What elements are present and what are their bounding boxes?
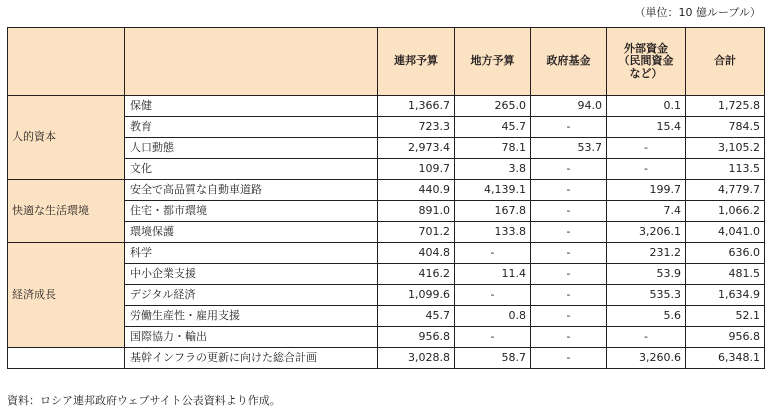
cell-federal: 404.8 xyxy=(378,243,455,264)
item-label: 労働生産性・雇用支援 xyxy=(125,306,378,327)
cell-regional: 167.8 xyxy=(455,201,531,222)
cell-gov-fund: - xyxy=(531,285,607,306)
item-label: 住宅・都市環境 xyxy=(125,201,378,222)
cell-federal: 2,973.4 xyxy=(378,138,455,159)
cell-federal: 440.9 xyxy=(378,180,455,201)
table-row xyxy=(8,96,765,117)
cell-gov-fund: - xyxy=(531,348,607,369)
cell-federal: 109.7 xyxy=(378,159,455,180)
cell-total: 1,634.9 xyxy=(686,285,765,306)
header-regional: 地方予算 xyxy=(455,28,531,96)
cell-total: 1,066.2 xyxy=(686,201,765,222)
cell-external: 231.2 xyxy=(607,243,686,264)
cell-regional: 11.4 xyxy=(455,264,531,285)
item-label: 教育 xyxy=(125,117,378,138)
cell-external: 3,206.1 xyxy=(607,222,686,243)
cell-regional: 133.8 xyxy=(455,222,531,243)
cell-gov-fund: - xyxy=(531,306,607,327)
cell-total: 481.5 xyxy=(686,264,765,285)
cell-gov-fund: - xyxy=(531,222,607,243)
cell-federal: 701.2 xyxy=(378,222,455,243)
cell-total: 4,779.7 xyxy=(686,180,765,201)
cell-gov-fund: - xyxy=(531,201,607,222)
category-label: 快適な生活環境 xyxy=(8,180,125,243)
cell-total: 6,348.1 xyxy=(686,348,765,369)
cell-external: - xyxy=(607,327,686,348)
cell-federal: 416.2 xyxy=(378,264,455,285)
cell-regional: 265.0 xyxy=(455,96,531,117)
cell-total: 1,725.8 xyxy=(686,96,765,117)
category-label-empty xyxy=(8,348,125,369)
cell-regional: - xyxy=(455,327,531,348)
header-blank-category xyxy=(8,28,125,96)
cell-total: 113.5 xyxy=(686,159,765,180)
cell-regional: - xyxy=(455,243,531,264)
cell-external: - xyxy=(607,138,686,159)
source-note: 資料：ロシア連邦政府ウェブサイト公表資料より作成。 xyxy=(7,394,281,407)
cell-regional: 3.8 xyxy=(455,159,531,180)
cell-gov-fund: - xyxy=(531,327,607,348)
cell-external: - xyxy=(607,159,686,180)
cell-regional: - xyxy=(455,285,531,306)
item-label: 国際協力・輸出 xyxy=(125,327,378,348)
cell-regional: 78.1 xyxy=(455,138,531,159)
cell-external: 53.9 xyxy=(607,264,686,285)
cell-regional: 45.7 xyxy=(455,117,531,138)
budget-table xyxy=(7,27,765,369)
header-external: 外部資金 （民間資金 など） xyxy=(607,28,686,96)
cell-regional: 4,139.1 xyxy=(455,180,531,201)
cell-federal: 956.8 xyxy=(378,327,455,348)
cell-regional: 58.7 xyxy=(455,348,531,369)
cell-external: 15.4 xyxy=(607,117,686,138)
cell-federal: 45.7 xyxy=(378,306,455,327)
item-label: 保健 xyxy=(125,96,378,117)
item-label: 科学 xyxy=(125,243,378,264)
table-row xyxy=(8,180,765,201)
header-government-fund: 政府基金 xyxy=(531,28,607,96)
cell-total: 784.5 xyxy=(686,117,765,138)
table-row xyxy=(8,348,765,369)
item-label: 人口動態 xyxy=(125,138,378,159)
cell-external: 5.6 xyxy=(607,306,686,327)
header-total: 合計 xyxy=(686,28,765,96)
item-label: 中小企業支援 xyxy=(125,264,378,285)
cell-regional: 0.8 xyxy=(455,306,531,327)
header-row xyxy=(8,28,765,96)
cell-total: 956.8 xyxy=(686,327,765,348)
cell-federal: 1,099.6 xyxy=(378,285,455,306)
category-label: 経済成長 xyxy=(8,243,125,348)
cell-federal: 723.3 xyxy=(378,117,455,138)
header-blank-item xyxy=(125,28,378,96)
cell-external: 0.1 xyxy=(607,96,686,117)
item-label: 文化 xyxy=(125,159,378,180)
header-federal: 連邦予算 xyxy=(378,28,455,96)
category-label: 人的資本 xyxy=(8,96,125,180)
cell-gov-fund: - xyxy=(531,180,607,201)
cell-external: 535.3 xyxy=(607,285,686,306)
item-label: 基幹インフラの更新に向けた総合計画 xyxy=(125,348,378,369)
cell-external: 199.7 xyxy=(607,180,686,201)
table-row xyxy=(8,243,765,264)
unit-note: （単位：10 億ルーブル） xyxy=(634,6,761,19)
cell-gov-fund: - xyxy=(531,264,607,285)
cell-federal: 1,366.7 xyxy=(378,96,455,117)
cell-gov-fund: 94.0 xyxy=(531,96,607,117)
cell-total: 52.1 xyxy=(686,306,765,327)
cell-gov-fund: - xyxy=(531,159,607,180)
cell-total: 636.0 xyxy=(686,243,765,264)
item-label: デジタル経済 xyxy=(125,285,378,306)
cell-federal: 3,028.8 xyxy=(378,348,455,369)
cell-gov-fund: - xyxy=(531,243,607,264)
cell-gov-fund: - xyxy=(531,117,607,138)
cell-gov-fund: 53.7 xyxy=(531,138,607,159)
item-label: 環境保護 xyxy=(125,222,378,243)
cell-external: 7.4 xyxy=(607,201,686,222)
item-label: 安全で高品質な自動車道路 xyxy=(125,180,378,201)
cell-federal: 891.0 xyxy=(378,201,455,222)
cell-external: 3,260.6 xyxy=(607,348,686,369)
cell-total: 4,041.0 xyxy=(686,222,765,243)
cell-total: 3,105.2 xyxy=(686,138,765,159)
